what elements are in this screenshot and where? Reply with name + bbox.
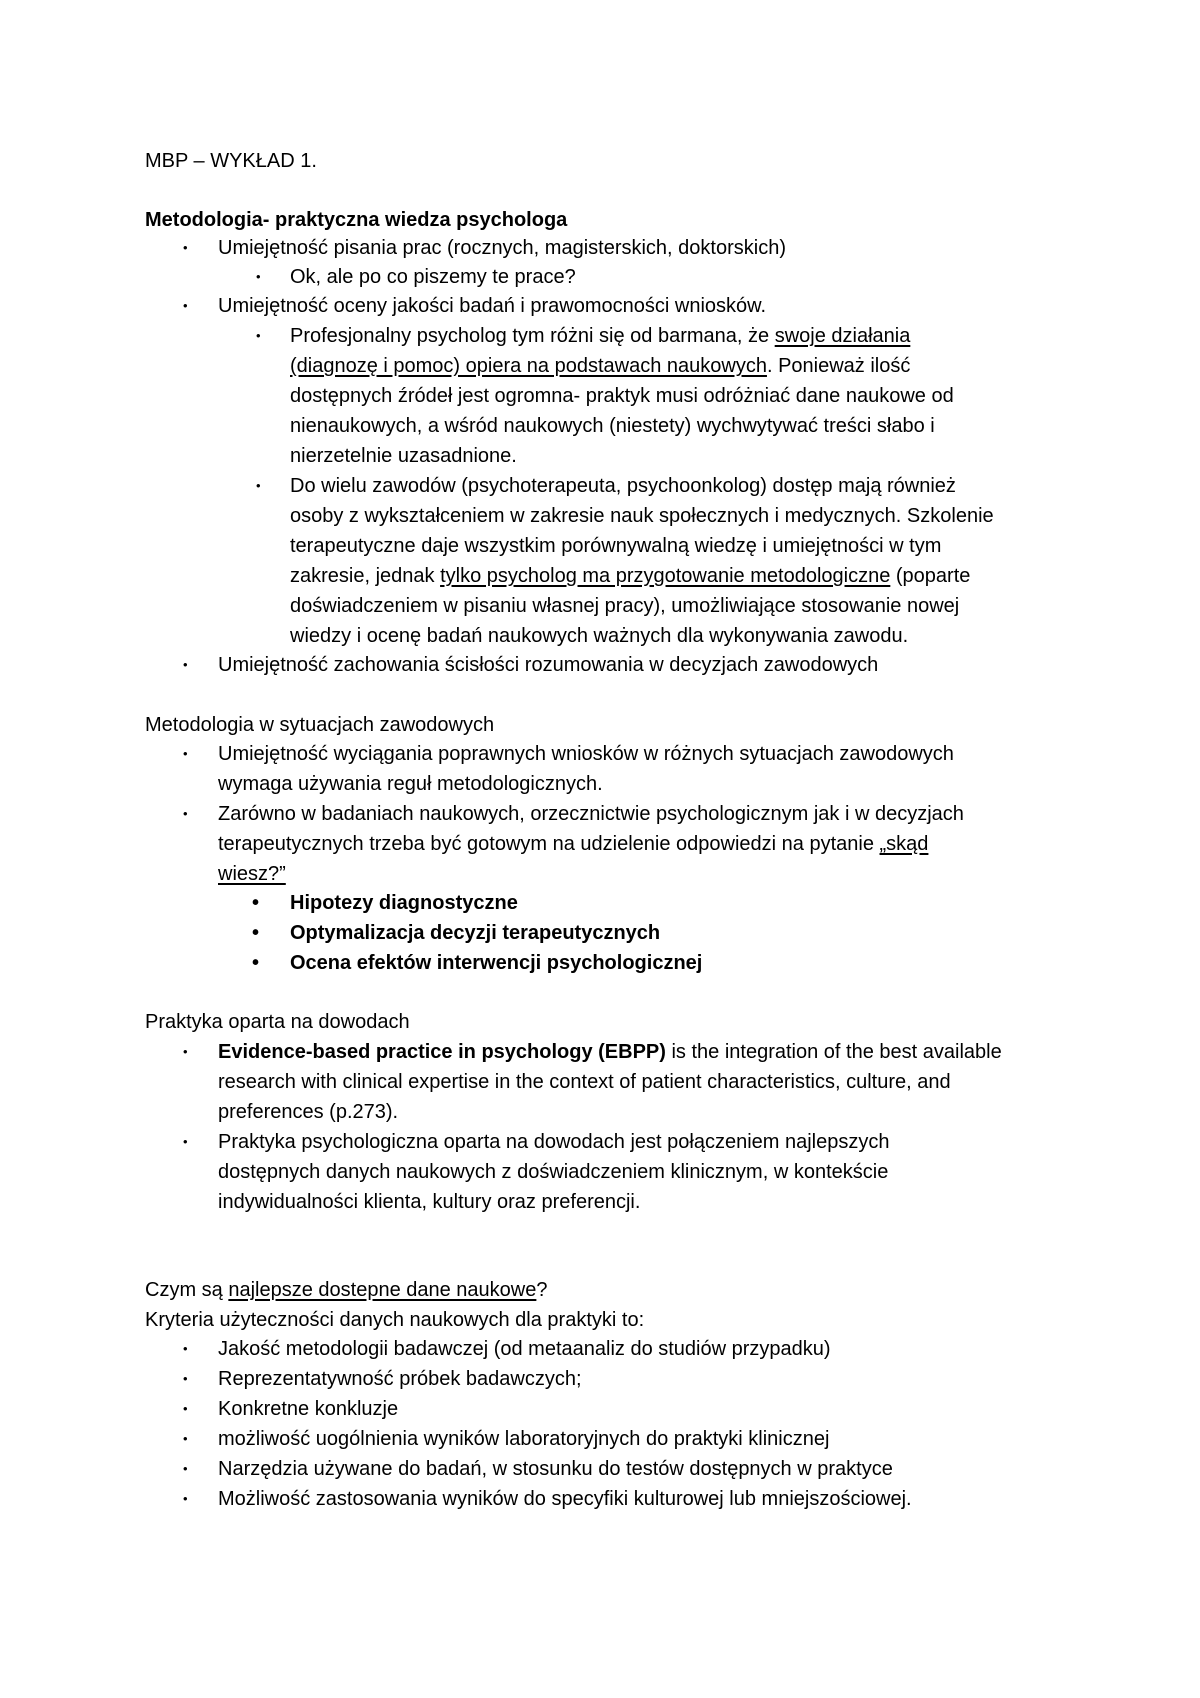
text-line: terapeutyczne daje wszystkim porównywalną wiedzę i umiejętności w tym — [290, 535, 942, 557]
text-line: (diagnozę i pomoc) opiera na podstawach naukowych. Ponieważ ilość — [290, 355, 911, 377]
bullet-icon: • — [252, 892, 260, 914]
bullet-icon: • — [183, 806, 188, 821]
bullet-icon: • — [183, 1431, 188, 1446]
text-line: wymaga używania reguł metodologicznych. — [218, 773, 603, 795]
text-line: wiesz?” — [218, 863, 286, 885]
bullet-icon: • — [183, 1491, 188, 1506]
section-heading-methodology: Metodologia- praktyczna wiedza psychologa — [145, 209, 568, 231]
bullet-icon: • — [183, 298, 188, 313]
text-line: research with clinical expertise in the context of patient characteristics, culture, and — [218, 1071, 951, 1093]
text-line: osoby z wykształceniem w zakresie nauk społecznych i medycznych. Szkolenie — [290, 505, 994, 527]
criteria-intro: Kryteria użyteczności danych naukowych dla praktyki to: — [145, 1309, 645, 1331]
bullet-icon: • — [252, 952, 260, 974]
document-title: MBP – WYKŁAD 1. — [145, 150, 317, 172]
bullet-icon: • — [183, 1461, 188, 1476]
bullet-icon: • — [183, 1371, 188, 1386]
text-line: dostępnych źródeł jest ogromna- praktyk musi odróżniać dane naukowe od — [290, 385, 954, 407]
bullet-icon: • — [183, 746, 188, 761]
bullet-icon: • — [256, 478, 261, 493]
section-question: Czym są najlepsze dostepne dane naukowe? — [145, 1279, 548, 1301]
section-heading-professional: Metodologia w sytuacjach zawodowych — [145, 714, 495, 736]
bullet-icon: • — [183, 1341, 188, 1356]
bullet-icon: • — [183, 1044, 188, 1059]
text-line: doświadczeniem w pisaniu własnej pracy), umożliwiające stosowanie nowej — [290, 595, 960, 617]
text-line: wiedzy i ocenę badań naukowych ważnych dla wykonywania zawodu. — [290, 625, 909, 647]
bullet-icon: • — [256, 328, 261, 343]
text-line: dostępnych danych naukowych z doświadczeniem klinicznym, w kontekście — [218, 1161, 889, 1183]
text-line: zakresie, jednak tylko psycholog ma przygotowanie metodologiczne (poparte — [290, 565, 971, 587]
bullet-icon: • — [256, 269, 261, 284]
text-line: terapeutycznych trzeba być gotowym na udzielenie odpowiedzi na pytanie „skąd — [218, 833, 929, 855]
bullet-icon: • — [183, 657, 188, 672]
section-heading-evidence: Praktyka oparta na dowodach — [145, 1011, 410, 1033]
text-line: nienaukowych, a wśród naukowych (niestety) wychwytywać treści słabo i — [290, 415, 935, 437]
text-line: preferences (p.273). — [218, 1101, 399, 1123]
text-line: indywidualności klienta, kultury oraz preferencji. — [218, 1191, 641, 1213]
bullet-icon: • — [252, 922, 260, 944]
bullet-icon: • — [183, 240, 188, 255]
bullet-icon: • — [183, 1401, 188, 1416]
bullet-icon: • — [183, 1134, 188, 1149]
document-page: MBP – WYKŁAD 1. Metodologia- praktyczna wiedza psychologa • Umiejętność pisania prac (rocznych, magisterskich, doktorskich) • Ok, ale po co piszemy te prace? • Umiejętność oceny jakości badań i prawomocności wniosków. • Profesjonalny psycholog tym różni się od barmana, że swoje działania (diagnozę i pomoc) opiera na podstawach naukowych. Ponieważ ilość dostępnych źródeł jest ogromna- praktyk musi odróżniać dane naukowe od nienaukowych, a wśród naukowych (niestety) wychwytywać treści słabo i nierzetelnie uzasadnione. • Do wielu zawodów (psychoterapeuta, psychoonkolog) dostęp mają również osoby z wykształceniem w zakresie nauk społecznych i medycznych. Szkolenie terapeutyczne daje wszystkim porównywalną wiedzę i umiejętności w tym zakresie, jednak tylko psycholog ma przygotowanie metodologiczne (poparte doświadczeniem w pisaniu własnej pracy), umożliwiające stosowanie nowej wiedzy i ocenę badań naukowych ważnych dla wykonywania zawodu. • Umiejętność zachowania ścisłości rozumowania w decyzjach zawodowych Metodologia w sytuacjach zawodowych • Umiejętność wyciągania poprawnych wniosków w różnych sytuacjach zawodowych wymaga używania reguł metodologicznych. • Zarówno w badaniach naukowych, orzecznictwie psychologicznym jak i w decyzjach terapeutycznych trzeba być gotowym na udzielenie odpowiedzi na pytanie „skąd wiesz?” • Hipotezy diagnostyczne • Optymalizacja decyzji terapeutycznych • Ocena efektów interwencji psychologicznej Praktyka oparta na dowodach • Evidence-based practice in psychology (EBPP) is the integration of the best available research with clinical expertise in the context of patient characteristics, culture, and preferences (p.273). • Praktyka psychologiczna oparta na dowodach jest połączeniem najlepszych dostępnych danych naukowych z doświadczeniem klinicznym, w kontekście indywidualności klienta, kultury oraz preferencji. Czym są najlepsze dostepne dane naukowe? Kryteria użyteczności danych naukowych dla praktyki to: • Jakość metodologii badawczej (od metaanaliz do studiów przypadku) • Reprezentatywność próbek badawczych; • Konkretne konkluzje • możliwość uogólnienia wyników laboratoryjnych do praktyki klinicznej • Narzędzia używane do badań, w stosunku do testów dostępnych w praktyce • Możliwość zastosowania wyników do specyfiki kulturowej lub mniejszościowej. — [0, 0, 1200, 1698]
text-line: nierzetelnie uzasadnione. — [290, 445, 517, 467]
